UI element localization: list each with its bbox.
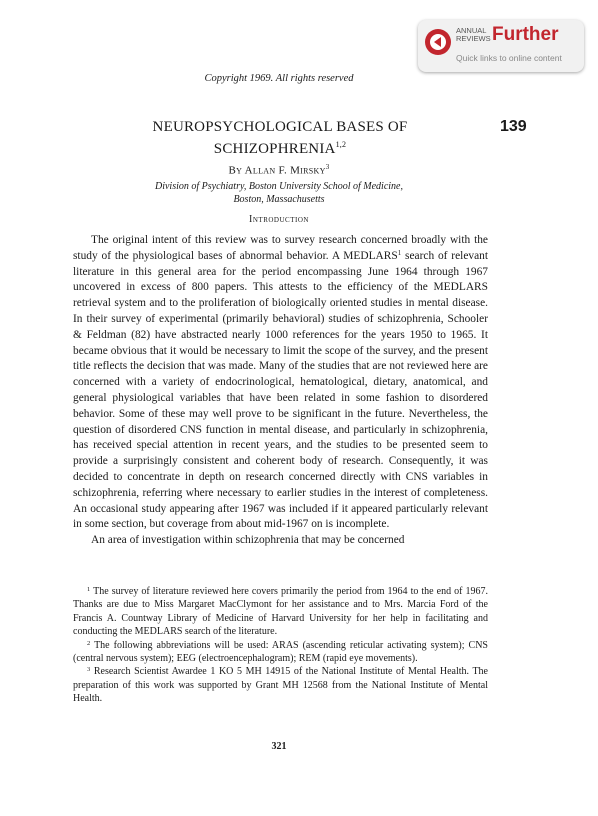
footnote-3-text: Research Scientist Awardee 1 KO 5 MH 14915 of the National Institute of Mental Health. The preparation of this work was supported by Grant MH 12568 from the National Institute of Mental Health.	[73, 666, 488, 705]
footnote-ref-1: 1	[397, 248, 402, 257]
footnote-2-mark: 2	[87, 639, 91, 647]
wordmark-line-reviews: REVIEWS	[456, 34, 491, 43]
footnotes	[73, 585, 488, 706]
affiliation-line-1: Division of Psychiatry, Boston University School of Medicine,	[154, 181, 403, 192]
author-name: By Allan F. Mirsky	[228, 164, 326, 177]
page-number-top: 139	[500, 118, 527, 135]
further-quick-links-badge[interactable]	[418, 20, 584, 72]
author-footnote-mark: 3	[325, 163, 330, 171]
author-byline	[0, 163, 558, 177]
paragraph-2: An area of investigation within schizophrenia that may be concerned	[91, 534, 405, 547]
body-text	[73, 233, 488, 549]
footnote-3	[73, 665, 488, 705]
footnote-2	[73, 639, 488, 666]
page-number-bottom: 321	[271, 741, 287, 752]
further-label: Further	[492, 24, 559, 45]
article-title	[100, 118, 460, 158]
title-line-1: NEUROPSYCHOLOGICAL BASES OF	[152, 119, 408, 135]
footnote-2-text: The following abbreviations will be used: ARAS (ascending reticular activating system); CNS (central nervous system); EEG (electroencephalogram); REM (rapid eye movements).	[73, 639, 488, 665]
footnote-1-mark: 1	[87, 586, 91, 593]
paragraph-1-part-b: search of relevant literature in this general area for the period encompassing June 1964 through 1967 uncovered in excess of 800 papers. This attests to the efficiency of the MEDLARS retrieval system and to the proliferation of biologically oriented studies in mental disease. In their survey of experimental (primarily behavioral) studies of schizophrenia, Schooler & Feldman (82) have abstracted nearly 1000 references for the years 1950 to 1965. It became obvious that it would be necessary to limit the scope of the survey, and the present title reflects the decision that was made. Many of the studies that are not reviewed here are concerned with a variety of endocrinological, hematological, dietary, anatomical, and general physiological variables that have been related in some fashion to disordered behavior. Some of these may well prove to be significant in the future. Nevertheless, the question of disordered CNS function in mental disease, and particularly in schizophrenia, has received special attention in recent years, and the studies to be presented seem to provide a surprisingly consistent and coherent body of research. Consequently, it was decided to concentrate in depth on research concerned directly with CNS variables in schizophrenia, referring where necessary to earlier studies in the interest of completeness. An occasional study appearing after 1967 was included if it appeared particularly relevant in some section, but coverage from about mid-1967 on is incomplete.	[73, 249, 488, 531]
annual-reviews-wordmark	[456, 27, 491, 43]
wordmark-line-annual: ANNUAL	[456, 26, 487, 35]
footnote-1	[73, 585, 488, 639]
footnote-3-mark: 3	[87, 666, 91, 674]
title-footnote-marks: 1,2	[335, 140, 347, 149]
copyright-notice: Copyright 1969. All rights reserved	[204, 73, 354, 84]
section-heading-introduction: Introduction	[249, 214, 309, 225]
title-line-2	[100, 136, 460, 158]
quick-links-label: Quick links to online content	[456, 53, 562, 63]
affiliation-line-2: Boston, Massachusetts	[233, 194, 325, 205]
paragraph-1	[73, 233, 488, 533]
annual-reviews-logo-icon	[424, 28, 452, 56]
footnote-1-text: The survey of literature reviewed here covers primarily the period from 1964 to the end of 1967. Thanks are due to Miss Margaret MacClymont for her assistance and to Mrs. Marcia Ford of the Francis A. Countway Library of Medicine of Harvard University for her help in facilitating and conducting the MEDLARS search of the literature.	[73, 586, 488, 638]
paragraph-1-part-a: The original intent of this review was to survey research concerned broadly with the study of the physiological bases of abnormal behavior. A MEDLARS	[73, 234, 488, 262]
title-line-2-text: SCHIZOPHRENIA	[213, 141, 336, 157]
author-affiliation	[0, 180, 558, 206]
